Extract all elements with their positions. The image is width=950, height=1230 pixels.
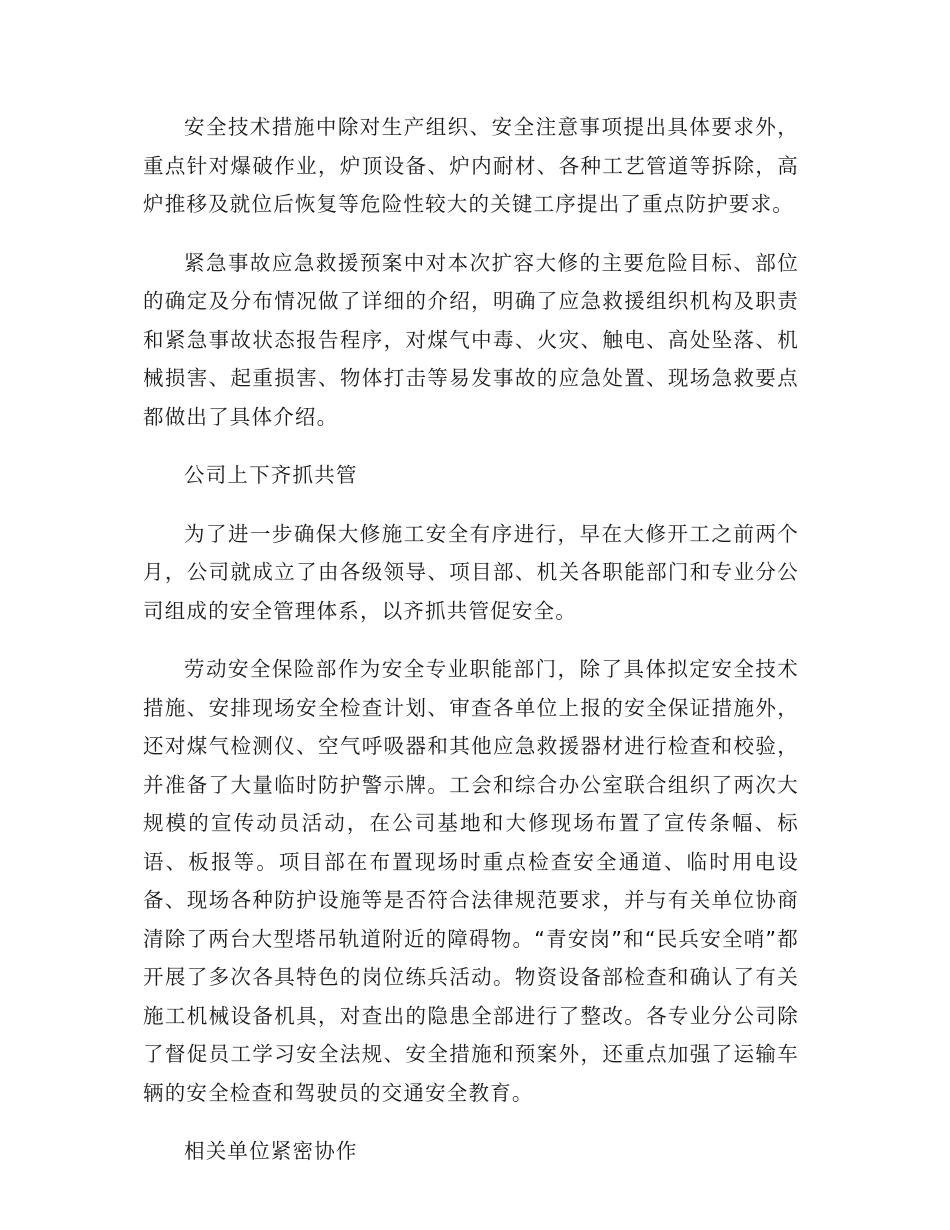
section-heading-related-units: 相关单位紧密协作 xyxy=(184,1139,358,1163)
paragraph-emergency-plan: 紧急事故应急救援预案中对本次扩容大修的主要危险目标、部位的确定及分布情况做了详细的介绍，明确了应急救援组织机构及职责和紧急事故状态报告程序，对煤气中毒、火灾、触电、高处坠落、机械损害、起重损害、物体打击等易发事故的应急处置、现场急救要点都做出了具体介绍。 xyxy=(143,250,799,429)
paragraph-management-system: 为了进一步确保大修施工安全有序进行，早在大修开工之前两个月，公司就成立了由各级领导、项目部、机关各职能部门和专业分公司组成的安全管理体系，以齐抓共管促安全。 xyxy=(143,521,799,623)
paragraph-safety-measures: 安全技术措施中除对生产组织、安全注意事项提出具体要求外，重点针对爆破作业，炉顶设备、炉内耐材、各种工艺管道等拆除，高炉推移及就位后恢复等危险性较大的关键工序提出了重点防护要求。 xyxy=(143,115,799,216)
section-heading-company-management: 公司上下齐抓共管 xyxy=(184,463,358,487)
document-body xyxy=(143,108,799,1191)
paragraph-labor-safety-department: 劳动安全保险部作为安全专业职能部门，除了具体拟定安全技术措施、安排现场安全检查计划、审查各单位上报的安全保证措施外，还对煤气检测仪、空气呼吸器和其他应急救援器材进行检查和校验，并准备了大量临时防护警示牌。工会和综合办公室联合组织了两次大规模的宣传动员活动，在公司基地和大修现场布置了宣传条幅、标语、板报等。项目部在布置现场时重点检查安全通道、临时用电设备、现场各种防护设施等是否符合法律规范要求，并与有关单位协商清除了两台大型塔吊轨道附近的障碍物。“青安岗”和“民兵安全哨”都开展了多次各具特色的岗位练兵活动。物资设备部检查和确认了有关施工机械设备机具，对查出的隐患全部进行了整改。各专业分公司除了督促员工学习安全法规、安全措施和预案外，还重点加强了运输车辆的安全检查和驾驶员的交通安全教育。 xyxy=(143,657,799,1105)
